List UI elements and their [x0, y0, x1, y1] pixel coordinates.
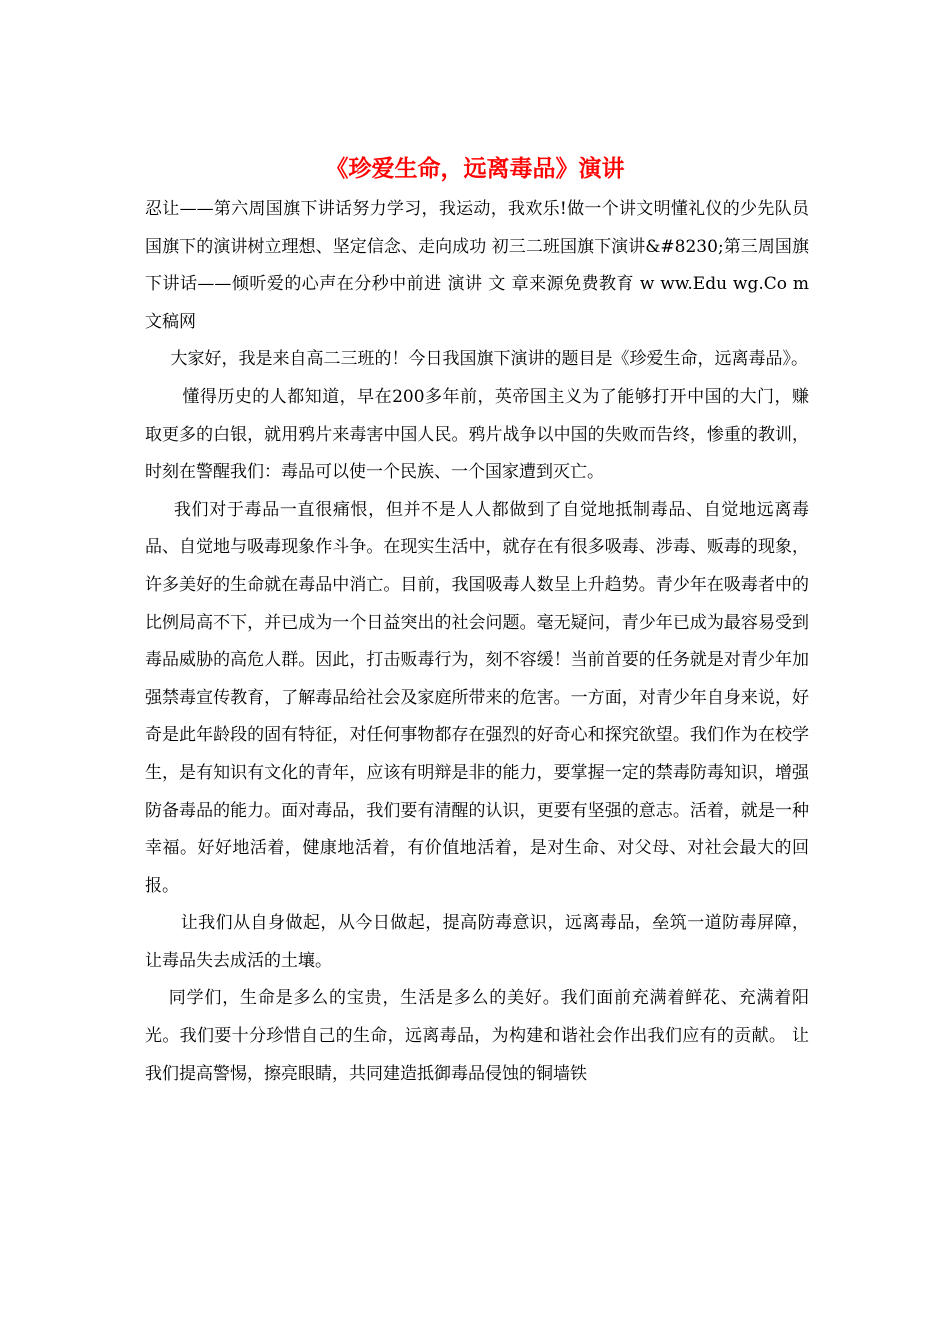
paragraph-greeting: 大家好，我是来自高二三班的！今日我国旗下演讲的题目是《珍爱生命，远离毒品》。 [170, 349, 808, 370]
paragraph-closing: 同学们，生命是多么的宝贵，生活是多么的美好。我们面前充满着鲜花、充满着阳光。我们要十分珍惜自己的生命，远离毒品，为构建和谐社会作出我们应有的贡献。 让我们提高警惕，擦亮眼睛，共同建造抵御毒品侵蚀的铜墙铁 [145, 988, 809, 1084]
paragraph-history: 懂得历史的人都知道，早在200多年前，英帝国主义为了能够打开中国的大门，赚取更多的白银，就用鸦片来毒害中国人民。鸦片战争以中国的失败而告终，惨重的教训，时刻在警醒我们：毒品可以使一个民族、一个国家遭到灭亡。 [145, 386, 809, 483]
document-title: 《珍爱生命，远离毒品》演讲 [325, 155, 625, 182]
paragraph-call-to-action: 让我们从自身做起，从今日做起，提高防毒意识，远离毒品，垒筑一道防毒屏障，让毒品失去成活的土壤。 [145, 913, 809, 971]
paragraph-main: 我们对于毒品一直很痛恨，但并不是人人都做到了自觉地抵制毒品、自觉地远离毒品、自觉地与吸毒现象作斗争。在现实生活中，就存在有很多吸毒、涉毒、贩毒的现象，许多美好的生命就在毒品中消亡。目前，我国吸毒人数呈上升趋势。青少年在吸毒者中的比例局高不下，并已成为一个日益突出的社会问题。毫无疑问，青少年已成为最容易受到毒品威胁的高危人群。因此，打击贩毒行为，刻不容缓！当前首要的任务就是对青少年加强禁毒宣传教育，了解毒品给社会及家庭所带来的危害。一方面，对青少年自身来说，好奇是此年龄段的固有特征，对任何事物都存在强烈的好奇心和探究欲望。我们作为在校学生，是有知识有文化的青年，应该有明辩是非的能力，要掌握一定的禁毒防毒知识，增强防备毒品的能力。面对毒品，我们要有清醒的认识，更要有坚强的意志。活着，就是一种幸福。好好地活着，健康地活着，有价值地活着，是对生命、对父母、对社会最大的回报。 [145, 499, 809, 896]
document-body [145, 191, 809, 1093]
paragraph-intro: 忍让——第六周国旗下讲话努力学习，我运动，我欢乐!做一个讲文明懂礼仪的少先队员 国旗下的演讲树立理想、坚定信念、走向成功 初三二班国旗下演讲&#8230;第三周国旗下讲话——倾听爱的心声在分秒中前进 演讲 文 章来源免费教育 w ww.Edu wg.Co m文稿网 [145, 199, 809, 332]
